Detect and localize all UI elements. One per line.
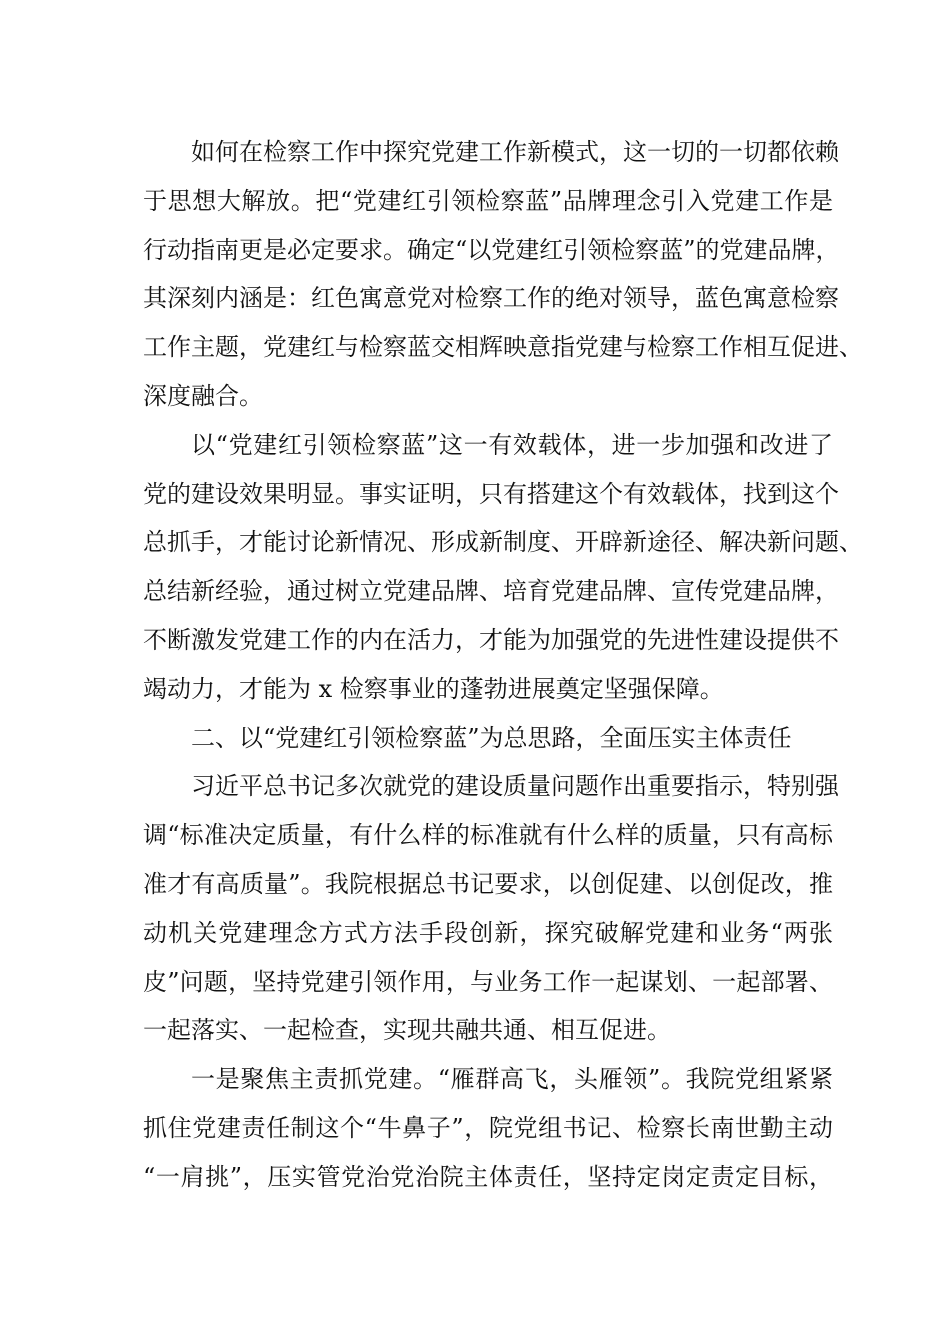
- text-line: 一是聚焦主责抓党建。“雁群高飞，头雁领”。我院党组紧紧: [191, 1065, 833, 1094]
- text-line: 工作主题，党建红与检察蓝交相辉映意指党建与检察工作相互促进、: [143, 333, 863, 362]
- text-line: 总抓手，才能讨论新情况、形成新制度、开辟新途径、解决新问题、: [143, 528, 863, 557]
- text-line: 皮”问题，坚持党建引领作用，与业务工作一起谋划、一起部署、: [143, 967, 833, 996]
- text-line: 如何在检察工作中探究党建工作新模式，这一切的一切都依赖: [191, 138, 839, 166]
- text-line: 深度融合。: [143, 381, 263, 410]
- paragraph: [143, 762, 839, 1055]
- text-line: 一起落实、一起检查，实现共融共通、相互促进。: [143, 1016, 671, 1045]
- text-line: 竭动力，才能为 x 检察事业的蓬勃进展奠定坚强保障。: [143, 674, 724, 703]
- text-line: 不断激发党建工作的内在活力，才能为加强党的先进性建设提供不: [143, 625, 839, 654]
- text-line: 习近平总书记多次就党的建设质量问题作出重要指示，特别强: [191, 772, 839, 801]
- document-body: [143, 128, 863, 1202]
- text-line: 二、以“党建红引领检察蓝”为总思路，全面压实主体责任: [191, 723, 792, 752]
- paragraph: [143, 128, 863, 421]
- paragraph: [143, 1055, 833, 1201]
- text-line: 准才有高质量”。我院根据总书记要求，以创促建、以创促改，推: [143, 869, 833, 898]
- text-line: 以“党建红引领检察蓝”这一有效载体，进一步加强和改进了: [191, 430, 833, 459]
- section-heading: [143, 714, 833, 763]
- text-line: 动机关党建理念方式方法手段创新，探究破解党建和业务“两张: [143, 918, 833, 947]
- text-line: 调“标准决定质量，有什么样的标准就有什么样的质量，只有高标: [143, 821, 833, 850]
- text-line: 其深刻内涵是：红色寓意党对检察工作的绝对领导，蓝色寓意检察: [143, 284, 839, 313]
- text-line: 总结新经验，通过树立党建品牌、培育党建品牌、宣传党建品牌，: [143, 577, 839, 606]
- paragraph: [143, 421, 863, 714]
- text-line: 于思想大解放。把“党建红引领检察蓝”品牌理念引入党建工作是: [143, 186, 833, 215]
- text-line: 行动指南更是必定要求。确定“以党建红引领检察蓝”的党建品牌，: [143, 235, 840, 264]
- text-line: 党的建设效果明显。事实证明，只有搭建这个有效载体，找到这个: [143, 479, 839, 508]
- text-line: 抓住党建责任制这个“牛鼻子”，院党组书记、检察长南世勤主动: [143, 1113, 833, 1142]
- text-line: “一肩挑”，压实管党治党治院主体责任，坚持定岗定责定目标，: [143, 1162, 833, 1191]
